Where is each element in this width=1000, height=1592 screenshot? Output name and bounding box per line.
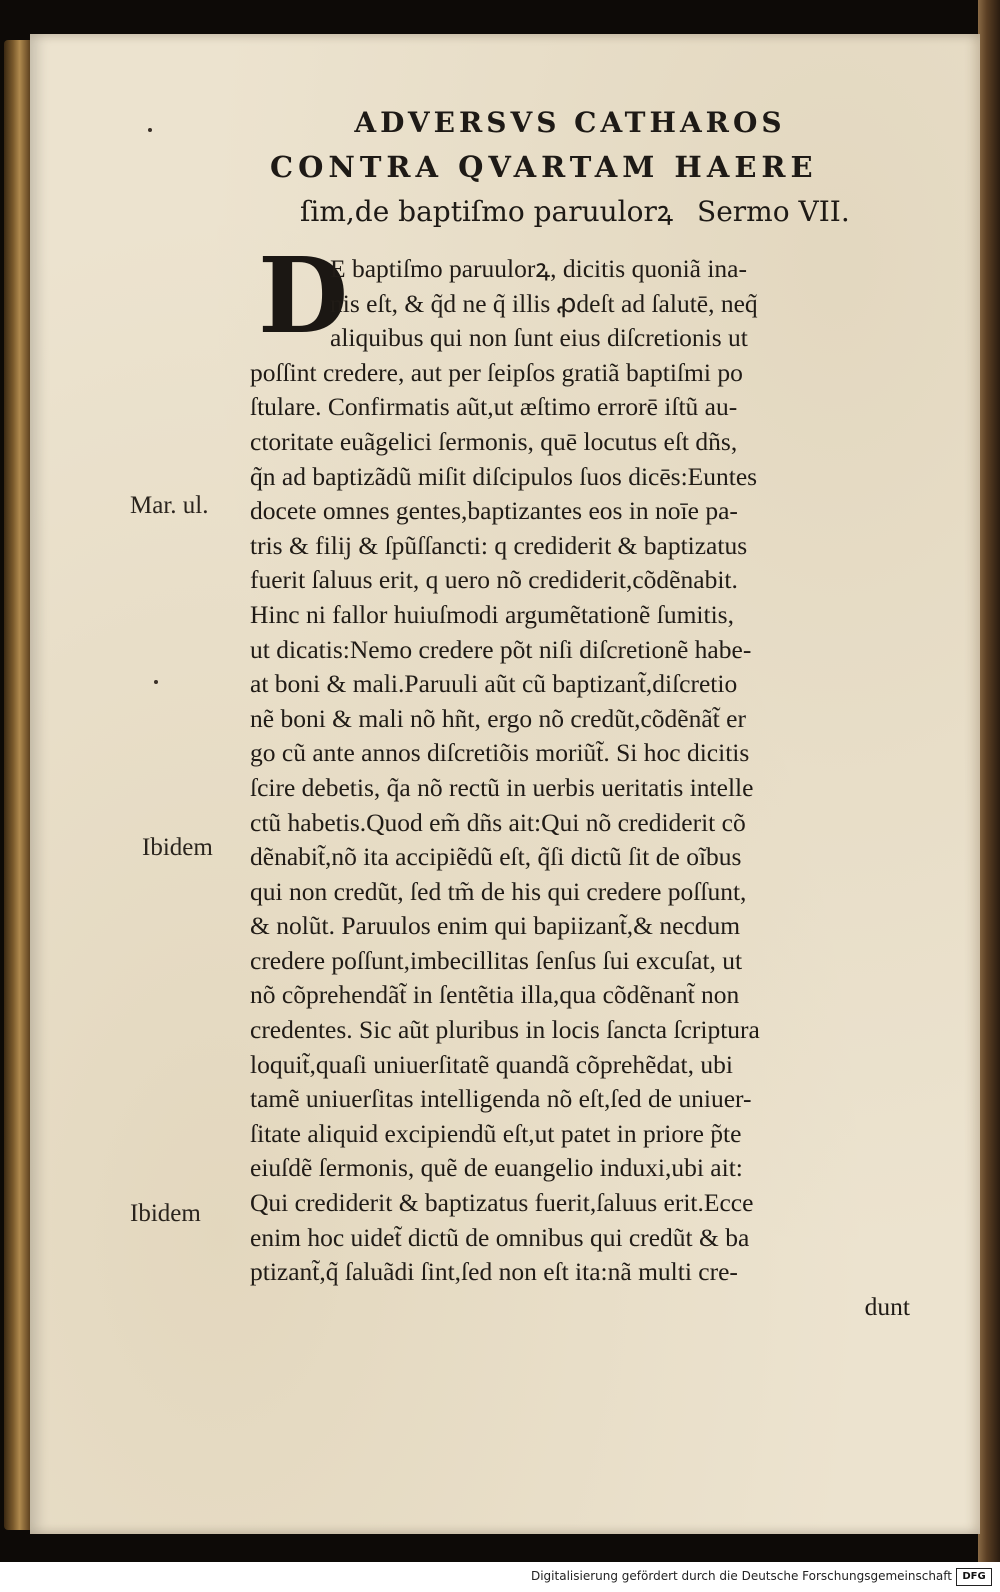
text-line: credentes. Sic aũt pluribus in locis ſancta ſcriptura	[250, 1015, 760, 1045]
text-line: aliquibus qui non ſunt eius diſcretionis ut	[330, 323, 748, 353]
sermo-number: Sermo VII.	[697, 195, 850, 228]
text-line: q̃n ad baptizãdũ miſit diſcipulos ſuos dicēs:Euntes	[250, 461, 758, 491]
book-fore-edge	[978, 0, 1000, 1562]
dfg-logo: DFG	[956, 1568, 992, 1586]
text-line: & nolũt. Paruulos enim qui bapiizant̃,& necdum	[250, 911, 741, 941]
section-title: CONTRA QVARTAM HAERE	[270, 150, 818, 184]
body-text	[250, 252, 910, 1324]
text-line: tris & filij & ſpũſſancti: q crediderit & baptizatus	[250, 530, 748, 560]
text-line: dẽnabit̃,nõ ita accipiẽdũ eſt, q̃ſi dictũ ſit de oĩbus	[250, 842, 742, 872]
text-line: ut dicatis:Nemo credere põt niſi diſcretionẽ habe-	[250, 634, 752, 664]
catchword: dunt	[864, 1291, 910, 1321]
text-line: nis eſt, & q̃d ne q̃ illis ꝓdeſt ad ſalutē, neq̃	[330, 288, 758, 318]
text-line: go cũ ante annos diſcretiõis moriũt̃. Si hoc dicitis	[250, 738, 750, 768]
text-line: ctũ habetis.Quod em̃ dñs ait:Qui nõ crediderit cõ	[250, 807, 746, 837]
text-line: credere poſſunt,imbecillitas ſenſus ſui excuſat, ut	[250, 945, 743, 975]
text-line: nõ cõprehendãt̃ in ſentẽtia illa,qua cõdẽnant̃ non	[250, 980, 740, 1010]
text-line: ptizant̃,q̃ ſaluãdi ſint,ſed non eſt ita:nã multi cre-	[250, 1257, 738, 1287]
text-line: ſcire debetis, q̃a nõ rectũ in uerbis ueritatis intelle	[250, 772, 754, 802]
text-line: docete omnes gentes,baptizantes eos in noīe pa-	[250, 496, 738, 526]
text-line: loquit̃,quaſi uniuerſitatẽ quandã cõprehẽdat, ubi	[250, 1049, 733, 1079]
text-line: enim hoc uidet̃ dictũ de omnibus qui credũt & ba	[250, 1222, 750, 1252]
ink-speck	[148, 128, 152, 132]
text-line: qui non credũt, ſed tm̃ de his qui credere poſſunt,	[250, 876, 747, 906]
section-subtitle	[300, 192, 870, 230]
text-line: ctoritate euãgelici ſermonis, quē locutus eſt dñs,	[250, 426, 738, 456]
text-line: Qui crediderit & baptizatus fuerit,ſaluus erit.Ecce	[250, 1188, 754, 1218]
footer-bar	[0, 1562, 1000, 1592]
text-line: poſſint credere, aut per ſeipſos gratiã baptiſmi po	[250, 357, 743, 387]
marginal-note-ibidem-2: Ibidem	[130, 1200, 201, 1227]
footer-credit: Digitalisierung gefördert durch die Deutsche Forschungsgemeinschaft	[530, 1569, 952, 1583]
marginal-note-ibidem: Ibidem	[142, 834, 213, 861]
text-line: ſtulare. Confirmatis aũt,ut æſtimo errorē iſtũ au-	[250, 392, 738, 422]
marginal-note-mark: Mar. ul.	[130, 492, 209, 519]
running-head: ADVERSVS CATHAROS	[354, 106, 786, 139]
text-line: eiuſdẽ ſermonis, quẽ de euangelio induxi,ubi ait:	[250, 1153, 743, 1183]
subtitle-text: ſim,de baptiſmo paruulorꝝ	[300, 195, 674, 228]
text-line: ſitate aliquid excipiendũ eſt,ut patet in priore p̃te	[250, 1118, 742, 1148]
text-line: fuerit ſaluus erit, q uero nõ crediderit,cõdẽnabit.	[250, 565, 738, 595]
text-line: tamẽ uniuerſitas intelligenda nõ eſt,ſed de uniuer-	[250, 1084, 752, 1114]
text-line: at boni & mali.Paruuli aũt cũ baptizant̃,diſcretio	[250, 669, 738, 699]
drop-cap-initial: D	[258, 234, 349, 357]
text-line: nẽ boni & mali nõ hñt, ergo nõ credũt,cõdẽnãt̃ er	[250, 703, 746, 733]
text-line: E baptiſmo paruulorꝝ, dicitis quoniã ina-	[330, 254, 747, 283]
book-spine-edge	[4, 40, 30, 1530]
text-line: Hinc ni fallor huiuſmodi argumẽtationẽ ſumitis,	[250, 599, 734, 629]
ink-speck	[154, 680, 158, 684]
